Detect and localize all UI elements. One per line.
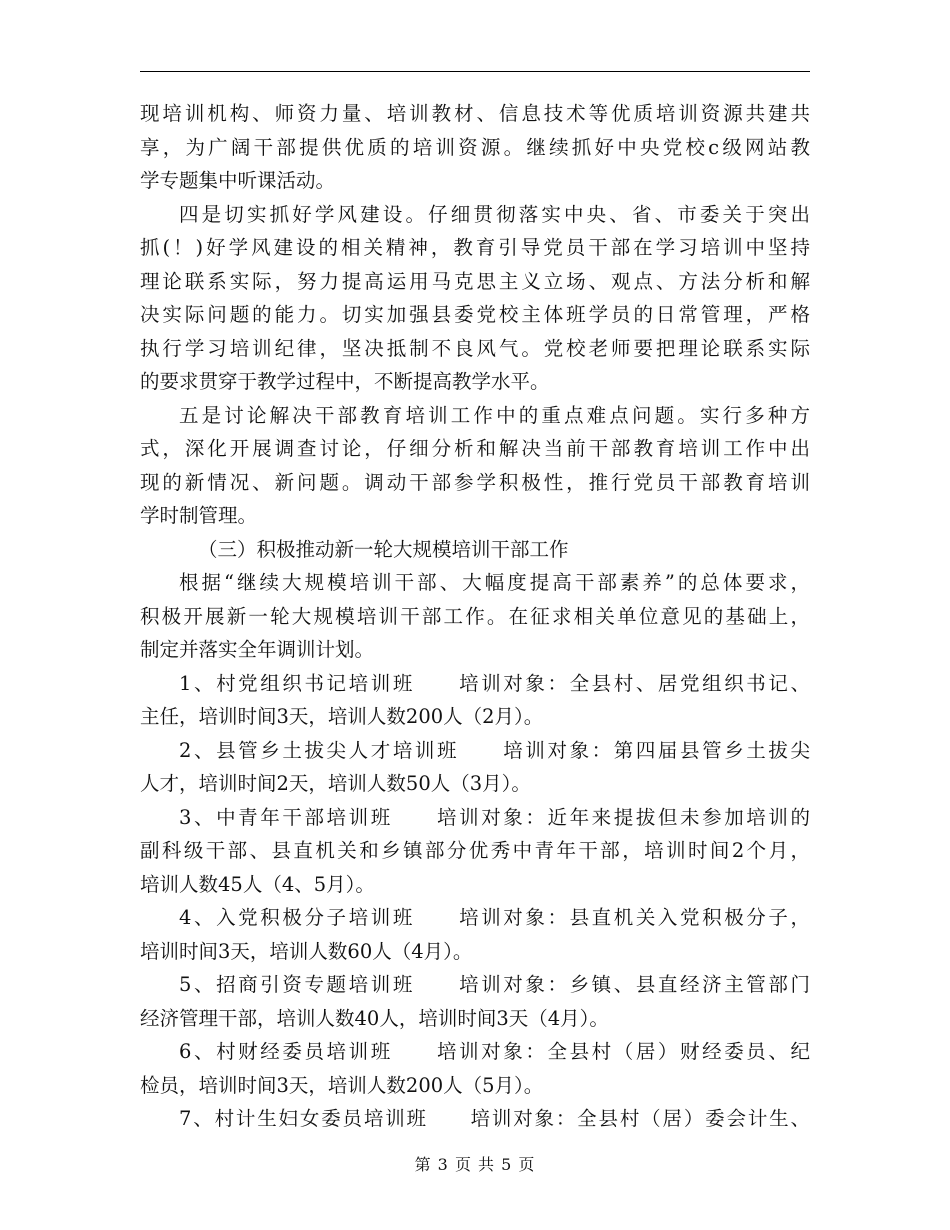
list-item-7: 7、村计生妇女委员培训班 培训对象：全县村（居）委会计生、	[179, 1107, 810, 1130]
list-item-2: 2、县管乡土拔尖人才培训班 培训对象：第四届县管乡土拔尖	[179, 738, 810, 762]
text-line: 积极开展新一轮大规模培训干部工作。在征求相关单位意见的基础上，	[140, 604, 810, 628]
list-item-5: 5、招商引资专题培训班 培训对象：乡镇、县直经济主管部门	[179, 973, 810, 996]
list-item-1: 1、村党组织书记培训班 培训对象：全县村、居党组织书记、	[179, 671, 810, 695]
text-line: 的要求贯穿于教学过程中，不断提高教学水平。	[140, 370, 550, 393]
paragraph-start: 根据“继续大规模培训干部、大幅度提高干部素养”的总体要求，	[179, 571, 810, 594]
list-item-4: 4、入党积极分子培训班 培训对象：县直机关入党积极分子，	[179, 906, 810, 929]
text-line: 经济管理干部，培训人数40人，培训时间3天（4月）。	[140, 1006, 609, 1030]
text-line: 制定并落实全年调训计划。	[140, 638, 375, 661]
text-line: 主任，培训时间3天，培训人数200人（2月）。	[140, 705, 544, 728]
text-line: 理论联系实际，努力提高运用马克思主义立场、观点、方法分析和解	[140, 269, 810, 293]
text-line: 式，深化开展调查讨论，仔细分析和解决当前干部教育培训工作中出	[140, 437, 810, 460]
text-line: 人才，培训时间2天，培训人数50人（3月）。	[140, 772, 531, 795]
text-line: 检员，培训时间3天，培训人数200人（5月）。	[140, 1073, 544, 1097]
list-item-6: 6、村财经委员培训班 培训对象：全县村（居）财经委员、纪	[179, 1040, 810, 1063]
document-body	[140, 97, 810, 1136]
text-line: 培训人数45人（4、5月）。	[140, 872, 375, 896]
list-item-3: 3、中青年干部培训班 培训对象：近年来提拔但未参加培训的	[179, 805, 810, 829]
text-line: 副科级干部、县直机关和乡镇部分优秀中青年干部，培训时间2个月，	[140, 839, 810, 862]
text-line: 学专题集中听课活动。	[140, 169, 336, 192]
text-line: 现培训机构、师资力量、培训教材、信息技术等优质培训资源共建共	[140, 102, 810, 125]
paragraph-start: 五是讨论解决干部教育培训工作中的重点难点问题。实行多种方	[179, 403, 810, 427]
text-line: 享，为广阔干部提供优质的培训资源。继续抓好中央党校c级网站教	[140, 135, 810, 159]
page-footer: 第 3 页 共 5 页	[414, 1155, 536, 1174]
text-line: 培训时间3天，培训人数60人（4月）。	[140, 939, 473, 963]
text-line: 现的新情况、新问题。调动干部参学积极性，推行党员干部教育培训	[140, 470, 810, 494]
text-line: 学时制管理。	[140, 504, 258, 527]
paragraph-start: 四是切实抓好学风建设。仔细贯彻落实中央、省、市委关于突出	[179, 202, 810, 226]
section-heading: （三）积极推动新一轮大规模培训干部工作	[198, 537, 569, 561]
text-line: 抓(！)好学风建设的相关精神，教育引导党员干部在学习培训中坚持	[140, 236, 810, 259]
text-line: 决实际问题的能力。切实加强县委党校主体班学员的日常管理，严格	[140, 303, 810, 326]
header-rule	[140, 71, 810, 72]
text-line: 执行学习培训纪律，坚决抵制不良风气。党校老师要把理论联系实际	[140, 336, 810, 360]
